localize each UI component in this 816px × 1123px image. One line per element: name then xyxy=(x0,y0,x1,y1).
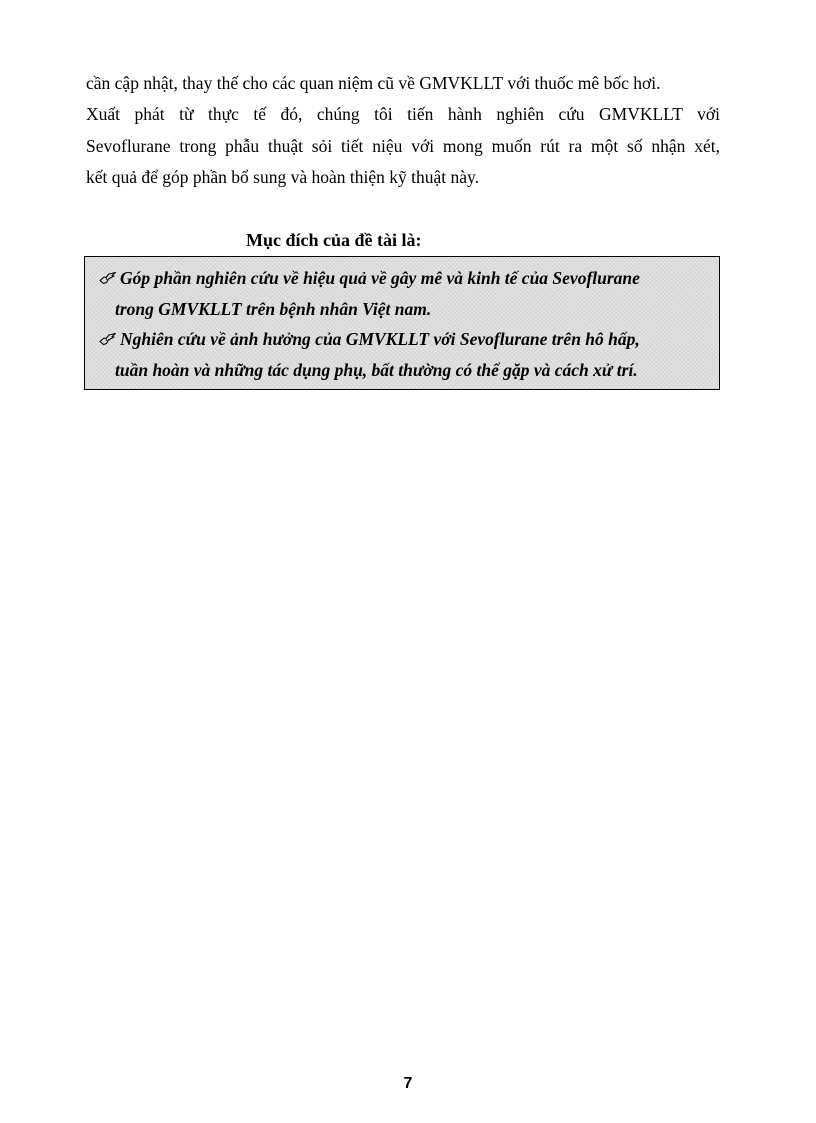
objective-line: tuần hoàn và những tác dụng phụ, bất thường có thể gặp và cách xử trí. xyxy=(115,359,638,380)
pointing-hand-icon xyxy=(99,271,117,285)
objectives-box xyxy=(84,256,720,390)
objective-line xyxy=(99,263,711,294)
paragraph-line: cần cập nhật, thay thế cho các quan niệm cũ về GMVKLLT với thuốc mê bốc hơi. xyxy=(86,73,661,93)
section-heading: Mục đích của đề tài là: xyxy=(246,230,422,250)
intro-paragraph xyxy=(86,68,720,193)
objective-line xyxy=(99,324,711,355)
objective-line: trong GMVKLLT trên bệnh nhân Việt nam. xyxy=(115,298,432,319)
objective-item xyxy=(99,324,711,385)
paragraph-line: kết quả để góp phần bổ sung và hoàn thiện kỹ thuật này. xyxy=(86,166,480,187)
page-number: 7 xyxy=(403,1075,413,1092)
objective-text: Góp phần nghiên cứu về hiệu quả về gây mê và kinh tế của Sevoflurane xyxy=(120,268,640,288)
pointing-hand-icon xyxy=(99,332,117,346)
objective-text: Nghiên cứu về ảnh hưởng của GMVKLLT với Sevoflurane trên hô hấp, xyxy=(120,329,640,349)
objective-item xyxy=(99,263,711,324)
paragraph-line: Sevoflurane trong phẫu thuật sỏi tiết niệu với mong muốn rút ra một số nhận xét, xyxy=(86,135,720,156)
paragraph-line: Xuất phát từ thực tế đó, chúng tôi tiến hành nghiên cứu GMVKLLT với xyxy=(86,104,720,125)
